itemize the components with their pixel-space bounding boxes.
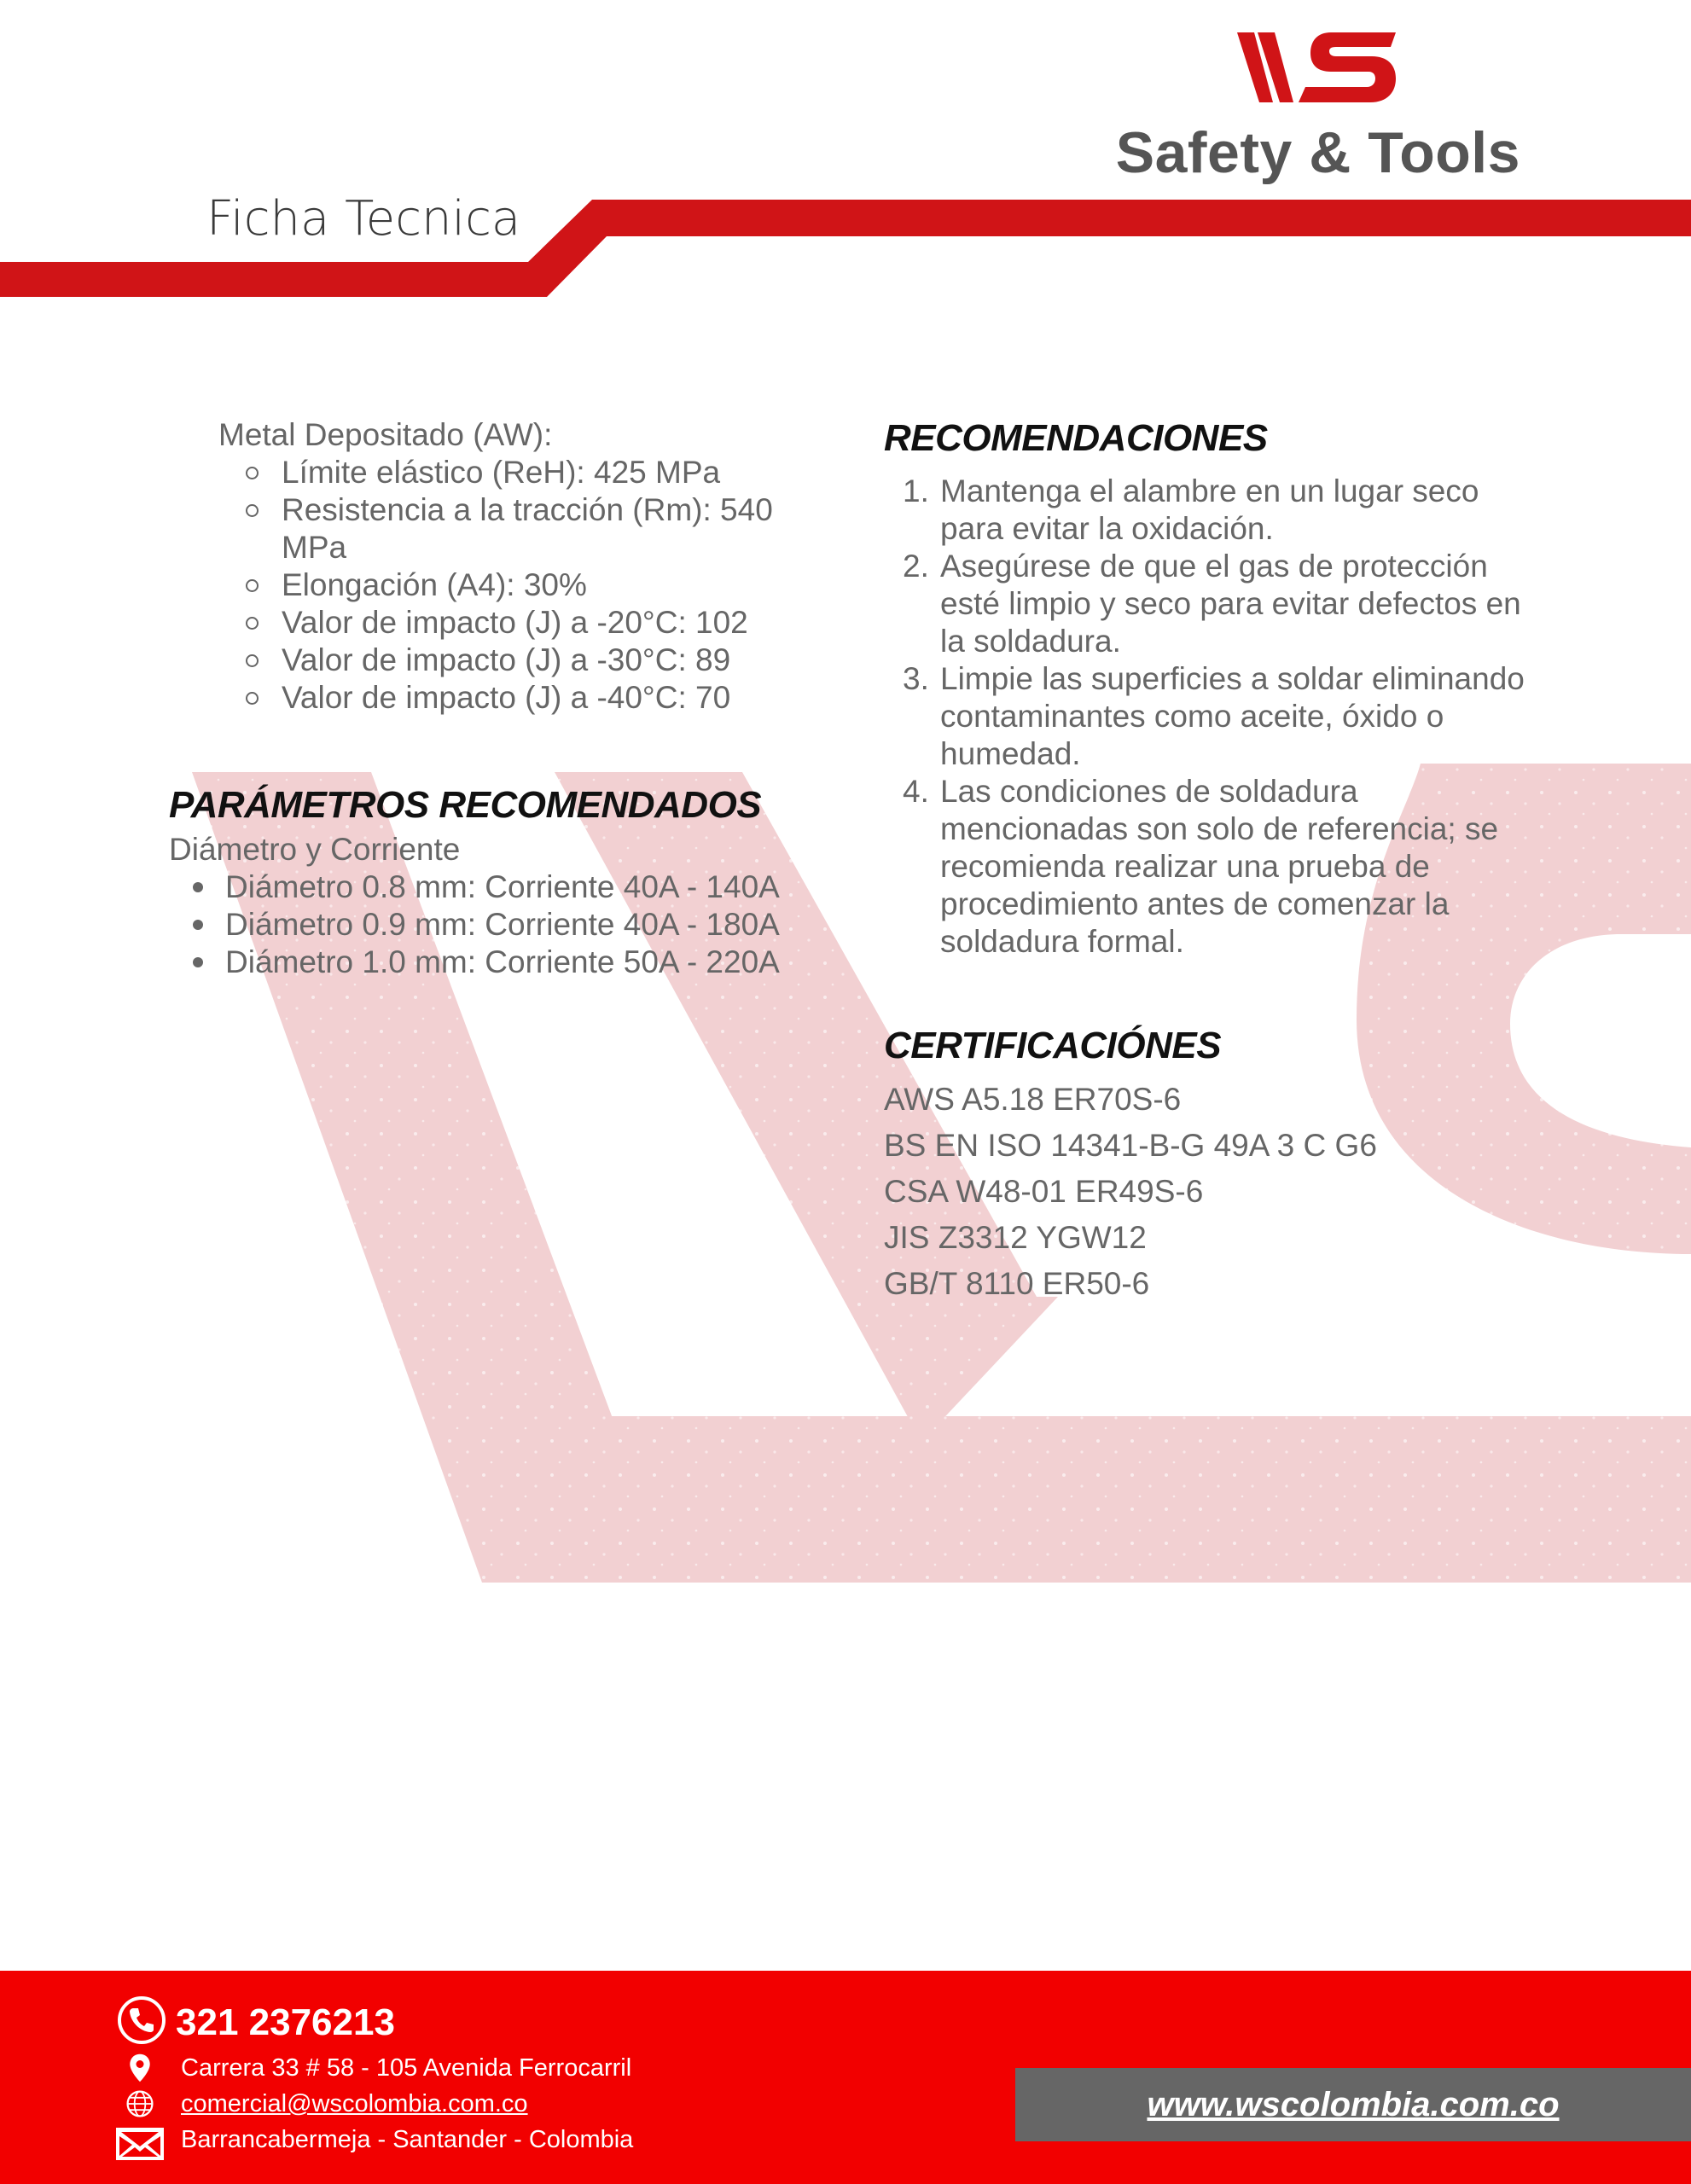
left-column [169, 416, 826, 981]
list-item: Diámetro 0.8 mm: Corriente 40A - 140A [225, 868, 826, 906]
list-item [903, 773, 1532, 961]
list-item: Diámetro 0.9 mm: Corriente 40A - 180A [225, 906, 826, 944]
list-number: 2. [903, 549, 929, 584]
list-number: 4. [903, 774, 929, 809]
certification-item: GB/T 8110 ER50-6 [884, 1266, 1150, 1301]
params-heading: PARÁMETROS RECOMENDADOS [169, 784, 762, 826]
list-item [903, 660, 1532, 773]
right-column [884, 416, 1532, 1307]
list-item [903, 548, 1532, 660]
certification-item: CSA W48-01 ER49S-6 [884, 1174, 1204, 1209]
footer-address: Carrera 33 # 58 - 105 Avenida Ferrocarril [181, 2054, 632, 2082]
globe-icon [125, 2088, 155, 2119]
certifications-heading: CERTIFICACIÓNES [884, 1025, 1222, 1066]
brand-name: Safety & Tools [1115, 120, 1520, 185]
page-title: Ficha Tecnica [206, 191, 521, 247]
list-item: Elongación (A4): 30% [282, 566, 826, 604]
list-item [903, 473, 1532, 548]
website-box [1015, 2068, 1691, 2141]
certification-item: AWS A5.18 ER70S-6 [884, 1082, 1182, 1117]
footer-city: Barrancabermeja - Santander - Colombia [181, 2126, 634, 2153]
params-list [169, 868, 826, 981]
list-item: Límite elástico (ReH): 425 MPa [282, 454, 826, 491]
list-item: Diámetro 1.0 mm: Corriente 50A - 220A [225, 944, 826, 981]
footer [0, 1971, 1691, 2184]
params-subtitle: Diámetro y Corriente [169, 832, 461, 867]
list-item: Resistencia a la tracción (Rm): 540 MPa [282, 491, 826, 566]
recommendations-list [884, 473, 1532, 961]
location-icon [128, 2053, 152, 2083]
list-item: Valor de impacto (J) a -20°C: 102 [282, 604, 826, 642]
list-text: Limpie las superficies a soldar eliminando contaminantes como aceite, óxido o humedad. [940, 661, 1525, 771]
list-text: Las condiciones de soldadura mencionadas son solo de referencia; se recomienda realizar una prueba de procedimiento antes de comenzar la soldadura formal. [940, 774, 1499, 959]
certification-item: BS EN ISO 14341-B-G 49A 3 C G6 [884, 1128, 1377, 1163]
list-number: 1. [903, 473, 929, 508]
mail-icon [116, 2128, 164, 2160]
list-item: Valor de impacto (J) a -40°C: 70 [282, 679, 826, 717]
phone-icon [116, 1995, 167, 2046]
metal-title: Metal Depositado (AW): [218, 417, 553, 452]
ws-logo-icon [1237, 29, 1408, 106]
website-link[interactable]: www.wscolombia.com.co [1147, 2085, 1560, 2123]
footer-email-link[interactable]: comercial@wscolombia.com.co [181, 2090, 528, 2117]
list-text: Asegúrese de que el gas de protección esté limpio y seco para evitar defectos en la soldadura. [940, 549, 1521, 659]
footer-phone[interactable]: 321 2376213 [176, 2001, 395, 2043]
recommendations-heading: RECOMENDACIONES [884, 417, 1268, 459]
metal-properties-list [169, 454, 826, 717]
list-item: Valor de impacto (J) a -30°C: 89 [282, 642, 826, 679]
list-number: 3. [903, 661, 929, 696]
list-text: Mantenga el alambre en un lugar seco para evitar la oxidación. [940, 473, 1479, 546]
certification-item: JIS Z3312 YGW12 [884, 1220, 1147, 1255]
